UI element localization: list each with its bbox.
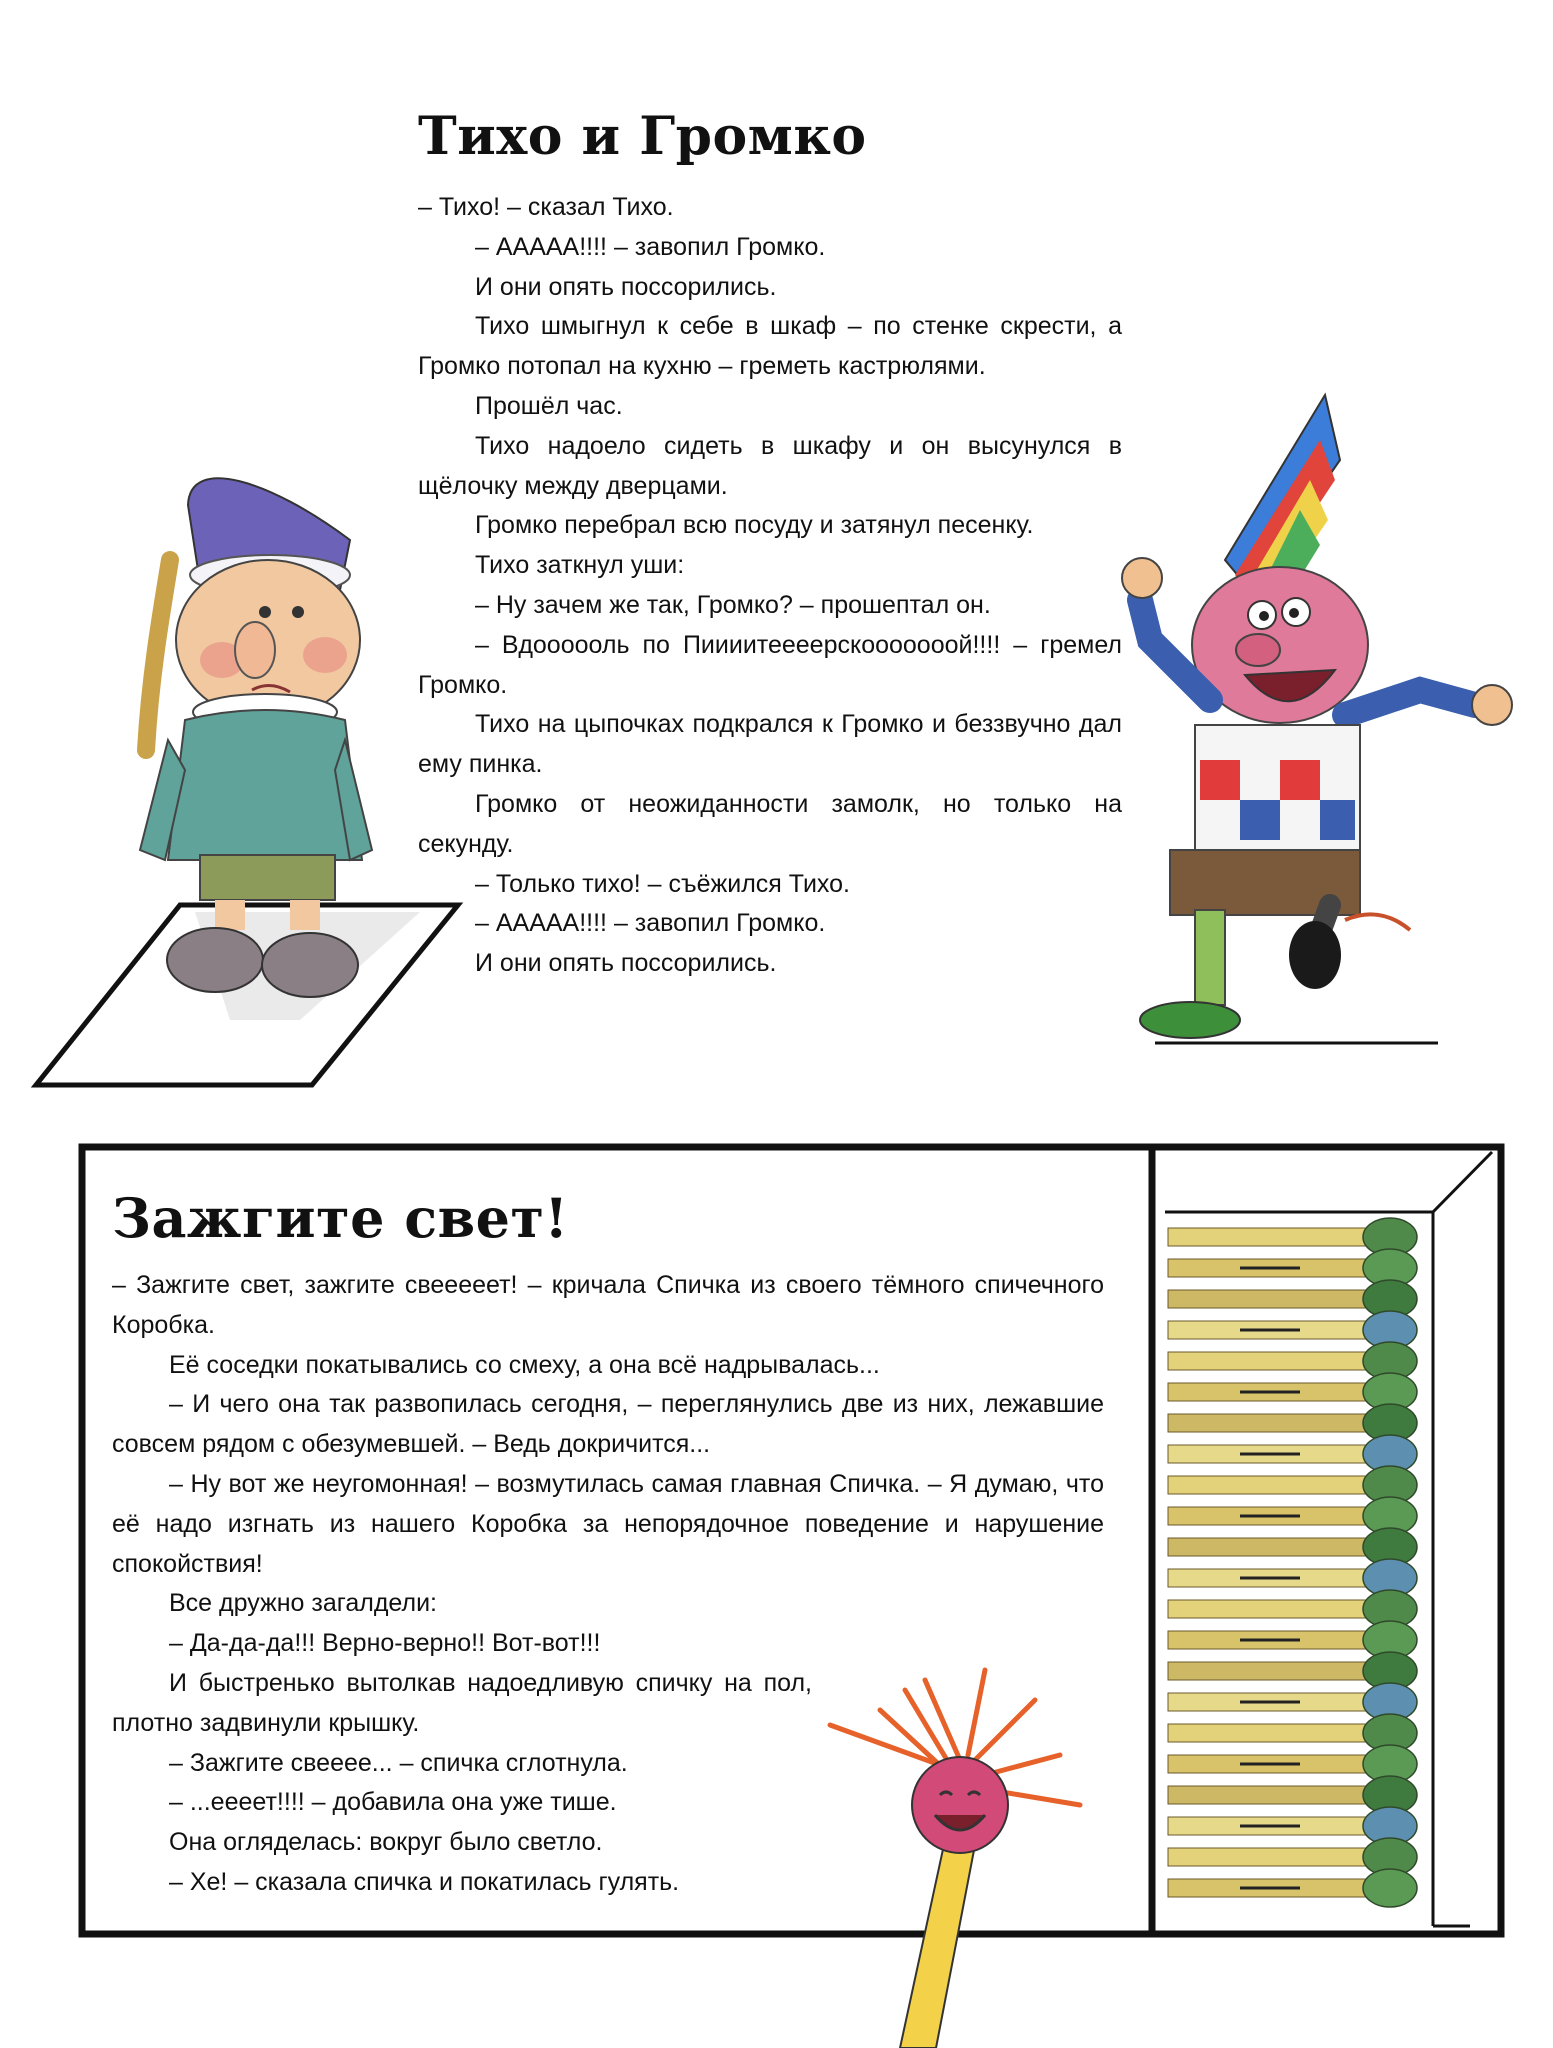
match-stick xyxy=(1168,1414,1378,1432)
match-stick xyxy=(1168,1693,1378,1711)
match-stick xyxy=(1168,1600,1378,1618)
match-stick xyxy=(1168,1321,1378,1339)
match-stick xyxy=(1168,1662,1378,1680)
story2-text xyxy=(112,1266,1104,1903)
match-head xyxy=(1363,1559,1417,1597)
match-head xyxy=(1363,1807,1417,1845)
match-stick xyxy=(1168,1445,1378,1463)
story2-paragraph: Все дружно загалдели: xyxy=(169,1589,437,1618)
match-stick xyxy=(1168,1352,1378,1370)
match-head xyxy=(1363,1435,1417,1473)
story2-paragraph: Её соседки покатывались со смеху, а она всё надрывалась... xyxy=(169,1350,880,1379)
story1-paragraph: – ААААА!!!! – завопил Громко. xyxy=(475,909,826,938)
match-head xyxy=(1363,1776,1417,1814)
match-head xyxy=(1363,1466,1417,1504)
story1-title: Тихо и Громко xyxy=(418,106,867,167)
match-head xyxy=(1363,1838,1417,1876)
match-stick xyxy=(1168,1755,1378,1773)
story1-paragraph: Прошёл час. xyxy=(475,391,623,420)
match-stick xyxy=(1168,1724,1378,1742)
story2-paragraph: – Зажгите свееее... – спичка сглотнула. xyxy=(169,1748,628,1777)
match-stick xyxy=(1168,1507,1378,1525)
story1-paragraph: И они опять поссорились. xyxy=(475,272,777,301)
story1-text xyxy=(418,188,1122,984)
match-head xyxy=(1363,1218,1417,1256)
match-head xyxy=(1363,1342,1417,1380)
match-head xyxy=(1363,1373,1417,1411)
match-stick xyxy=(1168,1817,1378,1835)
story2-paragraph: – ...ееeет!!!! – добавила она уже тише. xyxy=(169,1788,617,1817)
story2-paragraph: – Хе! – сказала спичка и покатилась гулять. xyxy=(169,1867,680,1896)
story2-paragraph: – Ну вот же неугомонная! – возмутилась самая главная Спичка. – Я думаю, что её надо изгнать из нашего Коробка за непорядочное поведение и нарушение спокойствия! xyxy=(112,1469,1104,1578)
match-stick xyxy=(1168,1848,1378,1866)
story1-paragraph: – Тихо! – сказал Тихо. xyxy=(418,193,674,221)
match-stick xyxy=(1168,1290,1378,1308)
match-head xyxy=(1363,1745,1417,1783)
match-head xyxy=(1363,1869,1417,1907)
match-stick xyxy=(1168,1538,1378,1556)
match-stick xyxy=(1168,1786,1378,1804)
story1-paragraph: – Только тихо! – съёжился Тихо. xyxy=(475,869,850,898)
match-stick xyxy=(1168,1259,1378,1277)
match-head xyxy=(1363,1714,1417,1752)
story2-paragraph: – Да-да-да!!! Верно-верно!! Вот-вот!!! xyxy=(169,1629,601,1658)
match-stick xyxy=(1168,1228,1378,1246)
match-stick xyxy=(1168,1383,1378,1401)
story2-paragraph: Она огляделась: вокруг было светло. xyxy=(169,1828,603,1857)
match-head xyxy=(1363,1528,1417,1566)
story2-paragraph: – Зажгите свет, зажгите свееееет! – кричала Спичка из своего тёмного спичечного Коробка. xyxy=(112,1271,1104,1339)
match-head xyxy=(1363,1249,1417,1287)
story1-paragraph: – Вдоооооль по Пиииитееeерскооооооой!!!! – гремел Громко. xyxy=(418,630,1122,699)
story1-paragraph: Тихо заткнул уши: xyxy=(475,551,685,580)
match-stick xyxy=(1168,1631,1378,1649)
match-stick xyxy=(1168,1879,1378,1897)
match-head xyxy=(1363,1652,1417,1690)
match-stick xyxy=(1168,1569,1378,1587)
story2-title: Зажгите свет! xyxy=(112,1186,569,1250)
story2-paragraph: – И чего она так развопилась сегодня, – переглянулись две из них, лежавшие совсем рядом с обезумевшей. – Ведь докричится... xyxy=(112,1390,1104,1459)
match-head xyxy=(1363,1404,1417,1442)
match-head xyxy=(1363,1621,1417,1659)
story1-paragraph: И они опять поссорились. xyxy=(475,949,777,978)
story1-paragraph: Тихо надоело сидеть в шкафу и он высунулся в щёлочку между дверцами. xyxy=(418,431,1122,500)
story1-paragraph: – ААААА!!!! – завопил Громко. xyxy=(475,232,826,261)
match-head xyxy=(1363,1311,1417,1349)
story1-paragraph: Тихо шмыгнул к себе в шкаф – по стенке скрести, а Громко потопал на кухню – греметь кастрюлями. xyxy=(418,312,1122,381)
story1-paragraph: Тихо на цыпочках подкрался к Громко и беззвучно дал ему пинка. xyxy=(418,710,1122,779)
story1-paragraph: – Ну зачем же так, Громко? – прошептал он. xyxy=(475,590,991,619)
story1-paragraph: Громко перебрал всю посуду и затянул песенку. xyxy=(475,511,1034,540)
story1-paragraph: Громко от неожиданности замолк, но только на секунду. xyxy=(418,789,1122,858)
match-head xyxy=(1363,1280,1417,1318)
match-head xyxy=(1363,1497,1417,1535)
match-stick xyxy=(1168,1476,1378,1494)
match-head xyxy=(1363,1590,1417,1628)
story2-paragraph: И быстренько вытолкав надоедливую спичку на пол, плотно задвинули крышку. xyxy=(112,1668,812,1737)
match-head xyxy=(1363,1683,1417,1721)
